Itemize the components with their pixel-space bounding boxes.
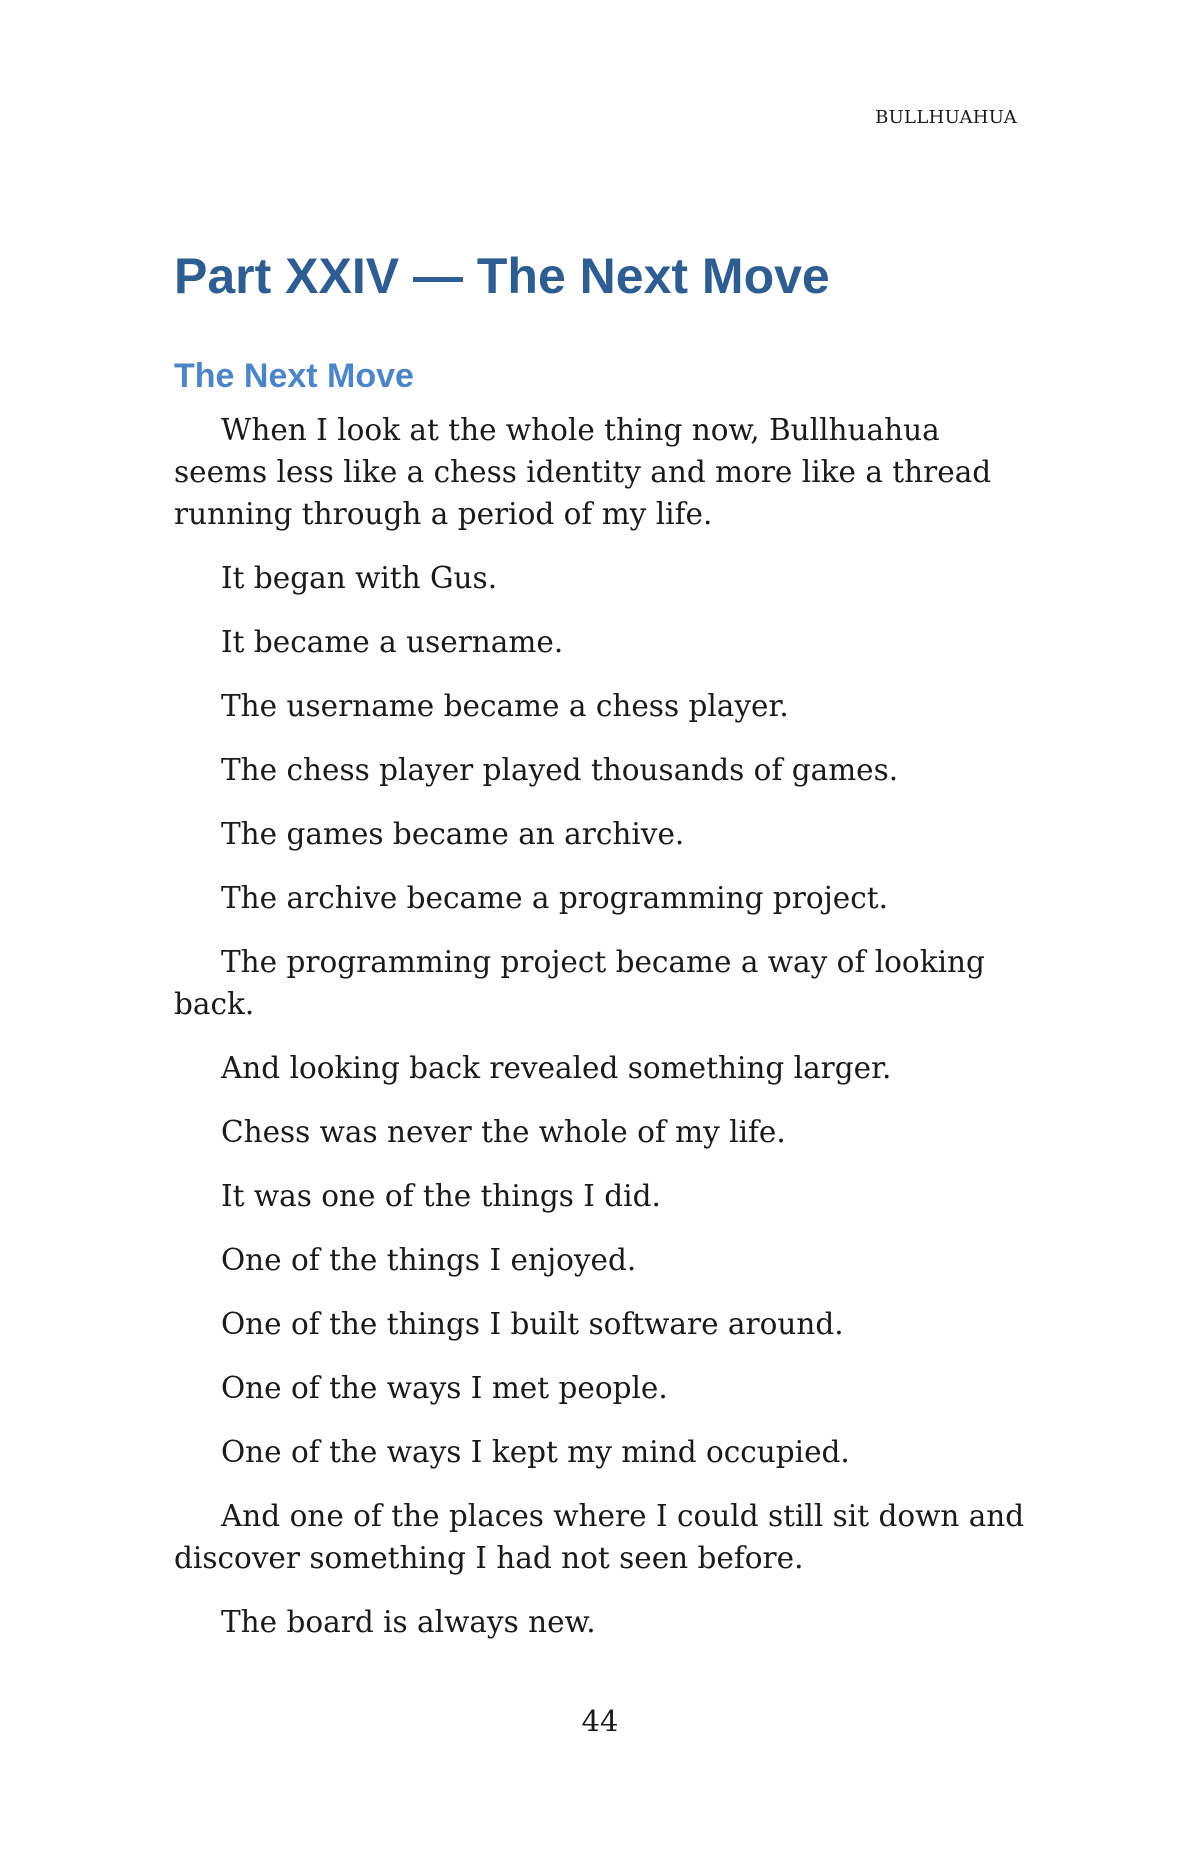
- paragraph: The board is always new.: [221, 1605, 596, 1639]
- paragraph: It began with Gus.: [221, 561, 498, 595]
- paragraph: It became a username.: [221, 625, 564, 659]
- section-title: The Next Move: [174, 357, 414, 395]
- paragraph: The games became an archive.: [221, 817, 685, 851]
- paragraph: One of the ways I met people.: [221, 1371, 668, 1405]
- paragraph: And one of the places where I could still sit down and discover something I had not seen before.: [174, 1499, 1025, 1575]
- paragraph: The programming project became a way of looking back.: [174, 945, 985, 1021]
- paragraph: Chess was never the whole of my life.: [221, 1115, 786, 1149]
- paragraph: The chess player played thousands of games.: [221, 753, 899, 787]
- running-header: BULLHUAHUA: [875, 107, 1017, 128]
- part-title: Part XXIV — The Next Move: [174, 248, 830, 304]
- paragraph: When I look at the whole thing now, Bullhuahua seems less like a chess identity and more like a thread running through a period of my life.: [174, 413, 992, 531]
- paragraph: One of the ways I kept my mind occupied.: [221, 1435, 850, 1469]
- page-number: 44: [581, 1704, 619, 1738]
- paragraph: It was one of the things I did.: [221, 1179, 661, 1213]
- paragraph: And looking back revealed something larger.: [221, 1051, 892, 1085]
- body-text: [174, 409, 1034, 1665]
- paragraph: One of the things I enjoyed.: [221, 1243, 637, 1277]
- paragraph: The archive became a programming project.: [221, 881, 888, 915]
- paragraph: One of the things I built software around.: [221, 1307, 844, 1341]
- paragraph: The username became a chess player.: [221, 689, 789, 723]
